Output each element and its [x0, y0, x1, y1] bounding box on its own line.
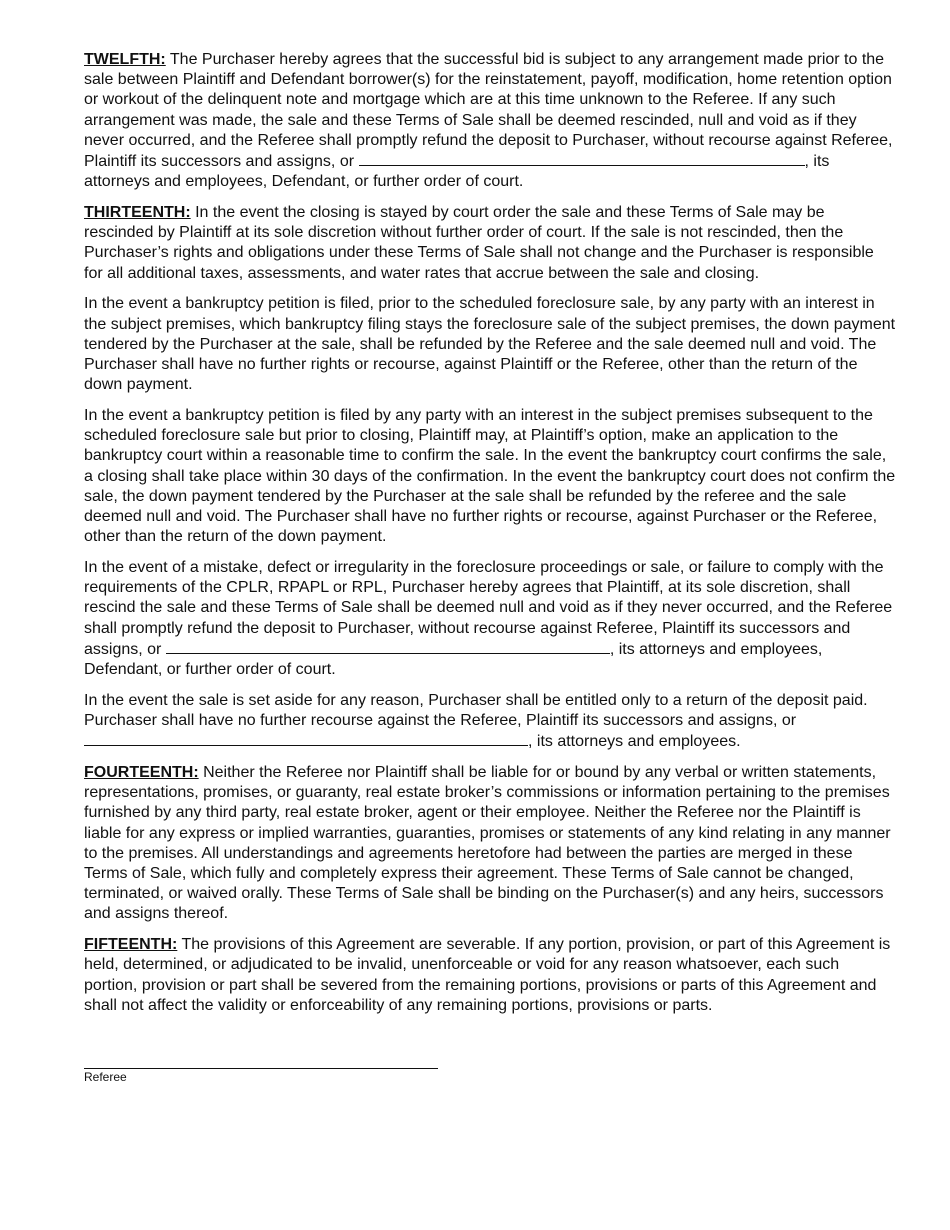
paragraph-set-aside [84, 691, 896, 753]
fourteenth-heading: FOURTEENTH: [84, 764, 199, 782]
paragraph-bankruptcy-before-sale: In the event a bankruptcy petition is filed, prior to the scheduled foreclosure sale, by any party with an interest in the subject premises, which bankruptcy filing stays the foreclosure sale of the subject premises, the down payment tendered by the Purchaser at the sale, shall be refunded by the Referee and the sale deemed null and void. The Purchaser shall have no further rights or recourse, against Plaintiff or the Referee, other than the return of the down payment. [84, 295, 896, 394]
thirteenth-text: In the event the closing is stayed by court order the sale and these Terms of Sale may be rescinded by Plaintiff at its sole discretion without further order of court. If the sale is not rescinded, then the Purchaser’s rights and obligations under these Terms of Sale shall not change and the Purchaser is responsible for all additional taxes, assessments, and water rates that accrue between the sale and closing. [84, 204, 874, 282]
twelfth-text-part2: , its attorneys and employees, Defendant, or further order of court. [84, 153, 830, 191]
twelfth-heading: TWELFTH: [84, 51, 166, 68]
paragraph-bankruptcy-after-sale: In the event a bankruptcy petition is filed by any party with an interest in the subject premises subsequent to the scheduled foreclosure sale but prior to closing, Plaintiff may, at Plaintiff’s option, make an application to the bankruptcy court within a reasonable time to confirm the sale. In the event the bankruptcy court confirms the sale, a closing shall take place within 30 days of the confirmation. In the event the bankruptcy court does not confirm the sale, the down payment tendered by the Purchaser at the sale shall be refunded by the referee and the sale deemed null and void. The Purchaser shall have no further rights or recourse, against Purchaser or the Referee, other than the return of the down payment. [84, 407, 896, 546]
thirteenth-heading: THIRTEENTH: [84, 204, 191, 222]
referee-signature-label: Referee [84, 1070, 127, 1084]
terms-of-sale-page [84, 50, 896, 1027]
set-aside-blank-line [84, 731, 528, 746]
paragraph-fourteenth [84, 763, 896, 925]
set-aside-text-part1: In the event the sale is set aside for any reason, Purchaser shall be entitled only to a return of the deposit paid. Purchaser shall have no further recourse against the Referee, Plaintiff its successors and assigns, or [84, 691, 868, 730]
paragraph-mistake-defect [84, 558, 896, 680]
paragraph-twelfth [84, 50, 896, 192]
referee-signature-block [84, 1068, 438, 1084]
fifteenth-text: The provisions of this Agreement are severable. If any portion, provision, or part of this Agreement is held, determined, or adjudicated to be invalid, unenforceable or void for any reason whatsoever, each such portion, provision or part shall be severed from the remaining portions, provisions or parts of this Agreement and shall not affect the validity or enforceability of any remaining portions, provisions or parts. [84, 936, 891, 1014]
mistake-text-part1: In the event of a mistake, defect or irregularity in the foreclosure proceedings or sale, or failure to comply with the requirements of the CPLR, RPAPL or RPL, Purchaser hereby agrees that Plaintiff, at its sole discretion, shall rescind the sale and these Terms of Sale shall be deemed null and void as if they never occurred, and the Referee shall promptly refund the deposit to Purchaser, without recourse against Referee, Plaintiff its successors and assigns, or [84, 559, 893, 658]
mistake-blank-line [166, 639, 610, 654]
fifteenth-heading: FIFTEENTH: [84, 936, 178, 954]
paragraph-thirteenth [84, 203, 896, 284]
paragraph-fifteenth [84, 935, 896, 1016]
set-aside-text-part2: , its attorneys and employees. [528, 733, 741, 751]
referee-signature-line [84, 1068, 438, 1069]
mistake-text-part2: , its attorneys and employees, Defendant, or further order of court. [84, 640, 823, 679]
fourteenth-text: Neither the Referee nor Plaintiff shall be liable for or bound by any verbal or written statements, representations, promises, or guaranty, real estate broker’s commissions or information pertaining to the premises furnished by any third party, real estate broker, agent or their employee. Neither the Referee nor the Plaintiff is liable for any express or implied warranties, guaranties, promises or statements of any kind relating in any manner to the premises. All understandings and agreements heretofore had between the parties are merged in these Terms of Sale, which fully and completely express their agreement. These Terms of Sale cannot be changed, terminated, or waived orally. These Terms of Sale shall be binding on the Purchaser(s) and any heirs, successors and assigns thereof. [84, 764, 891, 923]
twelfth-blank-line [359, 151, 805, 166]
twelfth-text-part1: The Purchaser hereby agrees that the successful bid is subject to any arrangement made prior to the sale between Plaintiff and Defendant borrower(s) for the reinstatement, payoff, modification, home retention option or workout of the delinquent note and mortgage which are at this time unknown to the Referee. If any such arrangement was made, the sale and these Terms of Sale shall be deemed rescinded, null and void as if they never occurred, and the Referee shall promptly refund the deposit to Purchaser, without recourse against Referee, Plaintiff its successors and assigns, or [84, 51, 893, 171]
